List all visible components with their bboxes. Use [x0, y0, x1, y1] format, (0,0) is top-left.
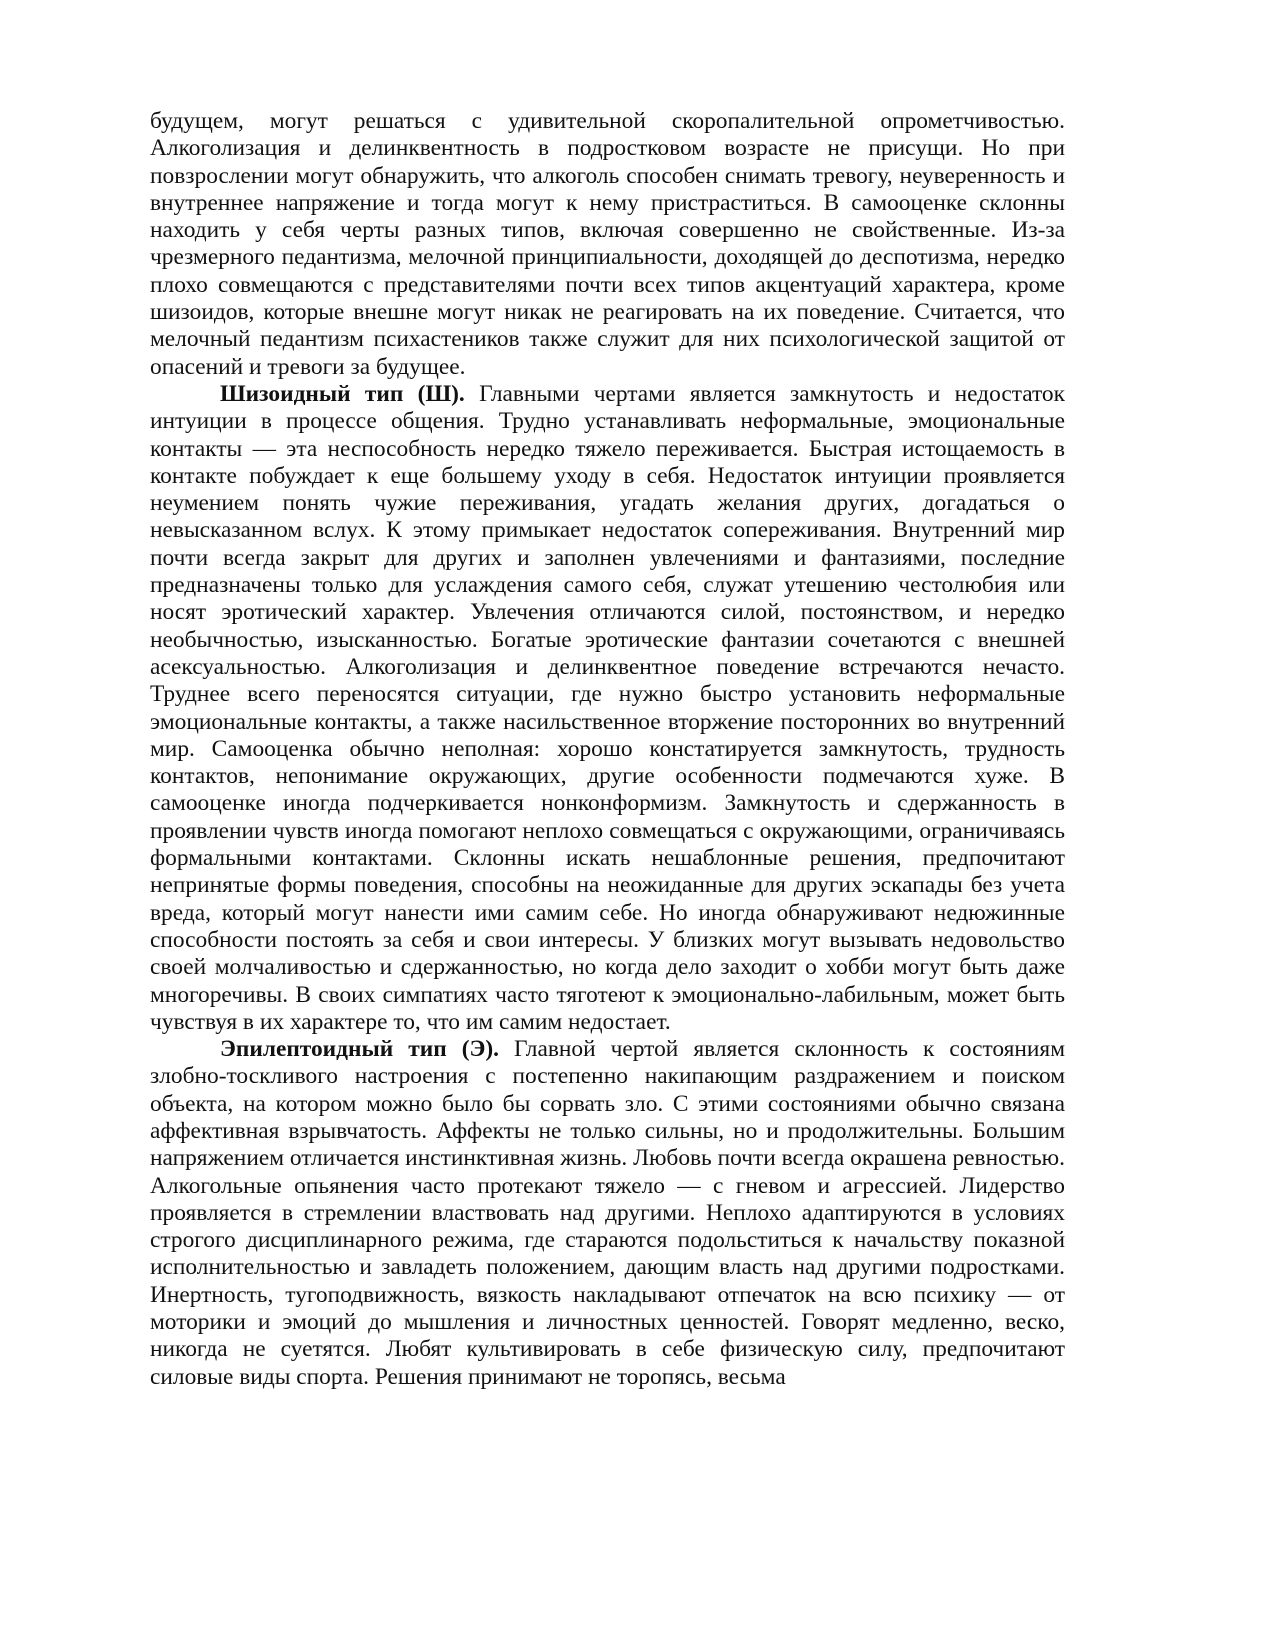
paragraph-text: будущем, могут решаться с удивительной скоропалительной опрометчивостью. Алкоголизация и делинквентность в подростковом возрасте не присущи. Но при повзрослении могут обнаружить, что алкоголь способен снимать тревогу, неуверенность и внутреннее напряжение и тогда могут к нему пристраститься. В самооценке склонны находить у себя черты разных типов, включая совершенно не свойственные. Из-за чрезмерного педантизма, мелочной принципиальности, доходящей до деспотизма, нередко плохо совмещаются с представителями почти всех типов акцентуаций характера, кроме шизоидов, которые внешне могут никак не реагировать на их поведение. Считается, что мелочный педантизм психастеников также служит для них психологической защитой от опасений и тревоги за будущее. — [150, 108, 1065, 380]
paragraph-schizoid-type — [150, 381, 1065, 1036]
section-heading-epileptoid: Эпилептоидный тип (Э). — [220, 1036, 499, 1063]
paragraph-text: Главной чертой является склонность к состояниям злобно-тоскливого настроения с постепенно накипающим раздражением и поиском объекта, на котором можно было бы сорвать зло. С этими состояниями обычно связана аффективная взрывчатость. Аффекты не только сильны, но и продолжительны. Большим напряжением отличается инстинктивная жизнь. Любовь почти всегда окрашена ревностью. Алкогольные опьянения часто протекают тяжело — с гневом и агрессией. Лидерство проявляется в стремлении властвовать над другими. Неплохо адаптируются в условиях строгого дисциплинарного режима, где стараются подольститься к начальству показной исполнительностью и завладеть положением, дающим власть над другими подростками. Инертность, тугоподвижность, вязкость накладывают отпечаток на всю психику — от моторики и эмоций до мышления и личностных ценностей. Говорят медленно, веско, никогда не суетятся. Любят культивировать в себе физическую силу, предпочитают силовые виды спорта. Решения принимают не торопясь, весьма — [150, 1036, 1065, 1390]
paragraph-epileptoid-type — [150, 1036, 1065, 1391]
section-heading-schizoid: Шизоидный тип (Ш). — [220, 380, 465, 407]
paragraph-text: Главными чертами является замкнутость и недостаток интуиции в процессе общения. Трудно устанавливать неформальные, эмоциональные контакты — эта неспособность нередко тяжело переживается. Быстрая истощаемость в контакте побуждает к еще большему уходу в себя. Недостаток интуиции проявляется неумением понять чужие переживания, угадать желания других, догадаться о невысказанном вслух. К этому примыкает недостаток сопереживания. Внутренний мир почти всегда закрыт для других и заполнен увлечениями и фантазиями, последние предназначены только для услаждения самого себя, служат утешению честолюбия или носят эротический характер. Увлечения отличаются силой, постоянством, и нередко необычностью, изысканностью. Богатые эротические фантазии сочетаются с внешней асексуальностью. Алкоголизация и делинквентное поведение встречаются нечасто. Труднее всего переносятся ситуации, где нужно быстро установить неформальные эмоциональные контакты, а также насильственное вторжение посторонних во внутренний мир. Самооценка обычно неполная: хорошо констатируется замкнутость, трудность контактов, непонимание окружающих, другие особенности подмечаются хуже. В самооценке иногда подчеркивается нонконформизм. Замкнутость и сдержанность в проявлении чувств иногда помогают неплохо совмещаться с окружающими, ограничиваясь формальными контактами. Склонны искать нешаблонные решения, предпочитают непринятые формы поведения, способны на неожиданные для других эскапады без учета вреда, который могут нанести ими самим себе. Но иногда обнаруживают недюжинные способности постоять за себя и свои интересы. У близких могут вызывать недовольство своей молчаливостью и сдержанностью, но когда дело заходит о хобби могут быть даже многоречивы. В своих симпатиях часто тяготеют к эмоционально-лабильным, может быть чувствуя в их характере то, что им самим недостает. — [150, 380, 1065, 1035]
document-page — [150, 108, 1065, 1391]
paragraph-psychasthenic-continuation — [150, 108, 1065, 381]
